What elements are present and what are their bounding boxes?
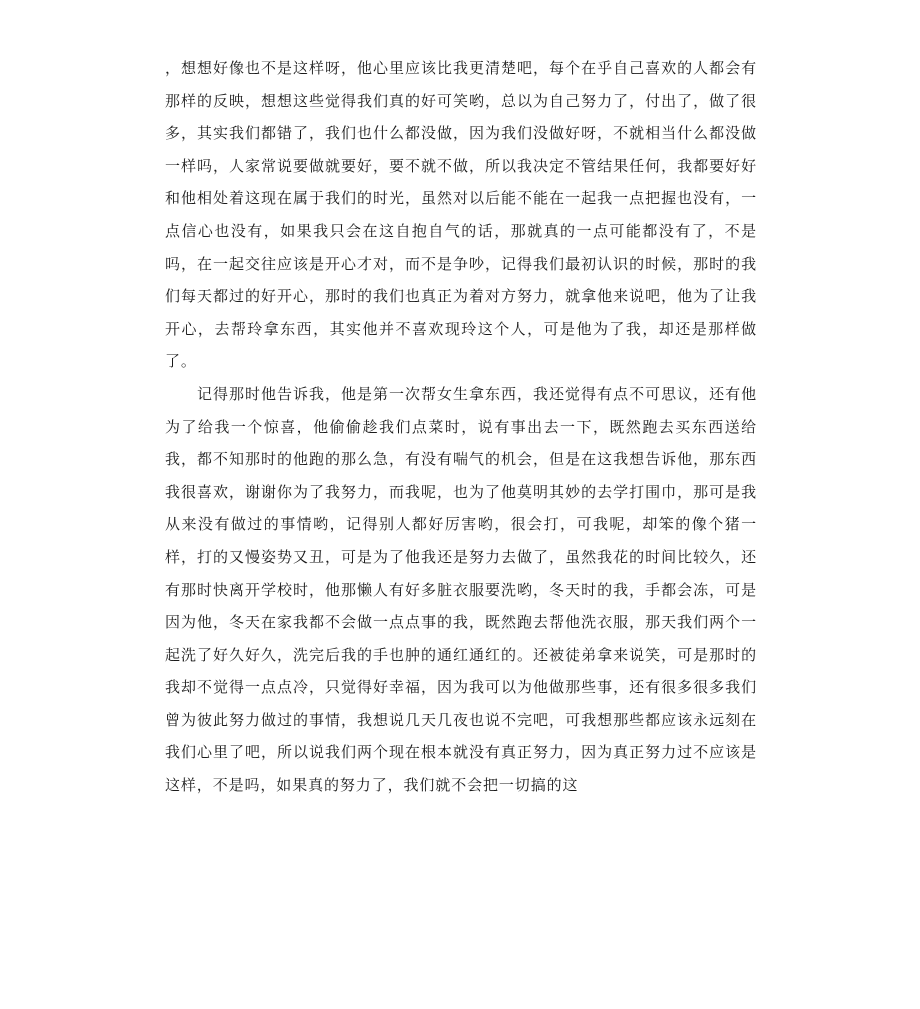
paragraph-2: 记得那时他告诉我，他是第一次帮女生拿东西，我还觉得有点不可思议，还有他为了给我一个惊喜，他偷偷趁我们点菜时，说有事出去一下，既然跑去买东西送给我，都不知那时的他跑的那么急，有没有喘气的机会，但是在这我想告诉他，那东西我很喜欢，谢谢你为了我努力，而我呢，也为了他莫明其妙的去学打围巾，那可是我从来没有做过的事情哟，记得别人都好厉害哟，很会打，可我呢，却笨的像个猪一样，打的又慢姿势又丑，可是为了他我还是努力去做了，虽然我花的时间比较久，还有那时快离开学校时，他那懒人有好多脏衣服要洗哟，冬天时的我，手都会冻，可是因为他，冬天在家我都不会做一点点事的我，既然跑去帮他洗衣服，那天我们两个一起洗了好久好久，洗完后我的手也肿的通红通红的。还被徒弟拿来说笑，可是那时的我却不觉得一点点冷，只觉得好幸福，因为我可以为他做那些事，还有很多很多我们曾为彼此努力做过的事情，我想说几天几夜也说不完吧，可我想那些都应该永远刻在我们心里了吧，所以说我们两个现在根本就没有真正努力，因为真正努力过不应该是这样，不是吗，如果真的努力了，我们就不会把一切搞的这 [165,384,757,795]
document-body [165,52,757,802]
paragraph-1: ，想想好像也不是这样呀，他心里应该比我更清楚吧，每个在乎自己喜欢的人都会有那样的反映，想想这些觉得我们真的好可笑哟，总以为自己努力了，付出了，做了很多，其实我们都错了，我们也什么都没做，因为我们没做好呀，不就相当什么都没做一样吗，人家常说要做就要好，要不就不做，所以我决定不管结果任何，我都要好好和他相处着这现在属于我们的时光，虽然对以后能不能在一起我一点把握也没有，一点信心也没有，如果我只会在这自抱自气的话，那就真的一点可能都没有了，不是吗，在一起交往应该是开心才对，而不是争吵，记得我们最初认识的时候，那时的我们每天都过的好开心，那时的我们也真正为着对方努力，就拿他来说吧，他为了让我开心，去帮玲拿东西，其实他并不喜欢现玲这个人，可是他为了我，却还是那样做了。 [165,59,757,371]
